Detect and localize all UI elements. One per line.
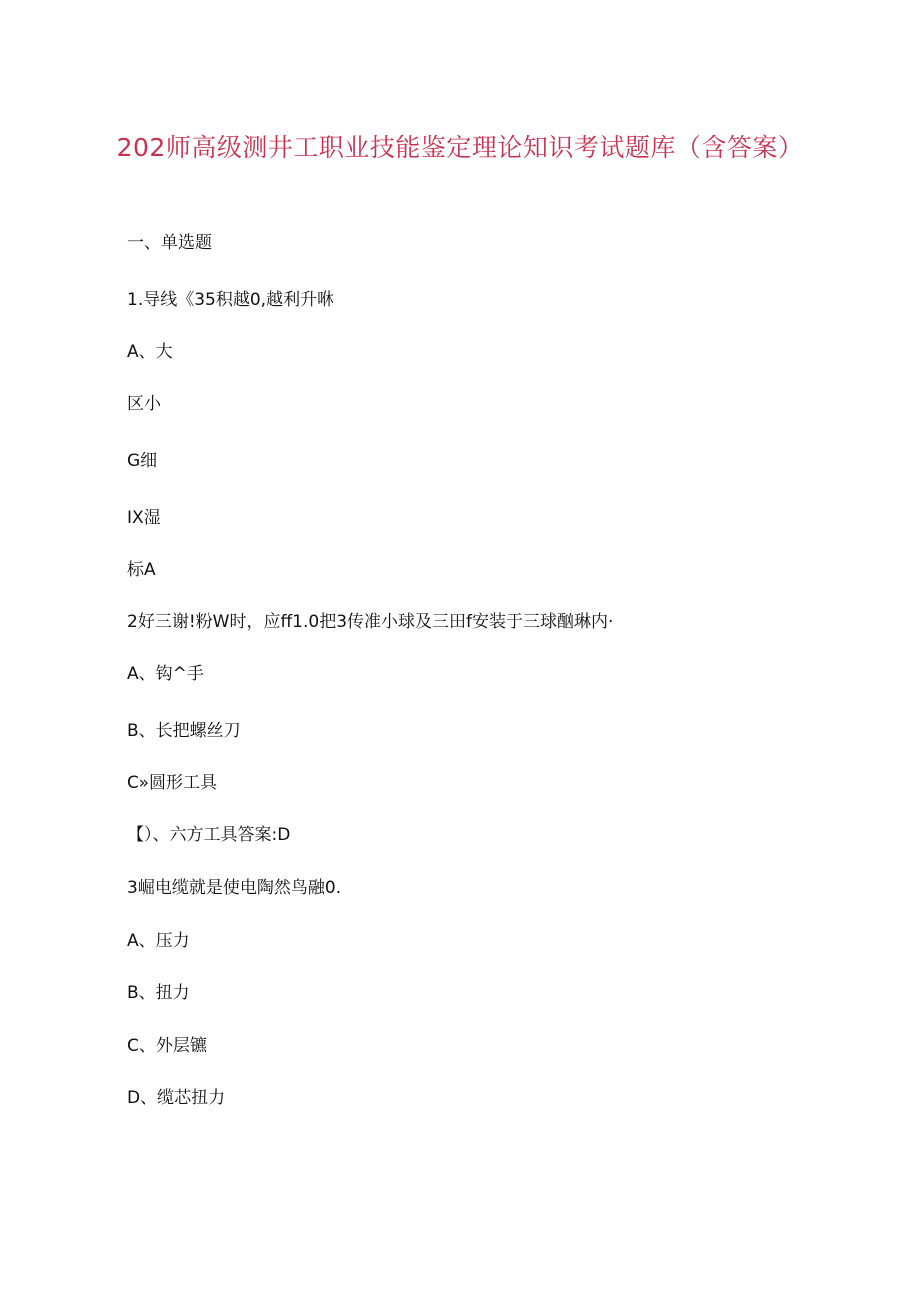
question-1-option-d: IX湿 — [127, 508, 161, 528]
question-3-option-b: B、扭力 — [127, 983, 190, 1003]
question-1-answer: 标A — [127, 560, 156, 580]
question-2-option-c: C»圆形工具 — [127, 773, 217, 793]
question-2-option-d-answer: 【）、六方工具答案:D — [127, 825, 291, 845]
question-1-option-a: A、大 — [127, 342, 173, 362]
question-2-option-b: B、长把螺丝刀 — [127, 721, 241, 741]
question-3-option-d: D、缆芯扭力 — [127, 1088, 226, 1108]
question-3-option-a: A、压力 — [127, 931, 190, 951]
question-1-option-c: G细 — [127, 451, 158, 471]
question-3: 3崛电缆就是使电陶然鸟融0. — [127, 878, 342, 898]
question-1 — [127, 285, 334, 310]
question-2: 2好三谢!粉W时，应ff1.0把3传准小球及三田f安装于三球酗琳内· — [127, 612, 614, 632]
question-1-text: 1.导线《35积越0,越利升咻 — [127, 290, 335, 310]
question-1-option-b: 区小 — [127, 394, 161, 414]
document-title: 202师高级测井工职业技能鉴定理论知识考试题库（含答案） — [116, 133, 804, 162]
question-3-option-c: C、外层镳 — [127, 1036, 207, 1056]
section-heading: 一、单选题 — [127, 233, 212, 253]
question-2-option-a: A、钩^手 — [127, 664, 204, 684]
